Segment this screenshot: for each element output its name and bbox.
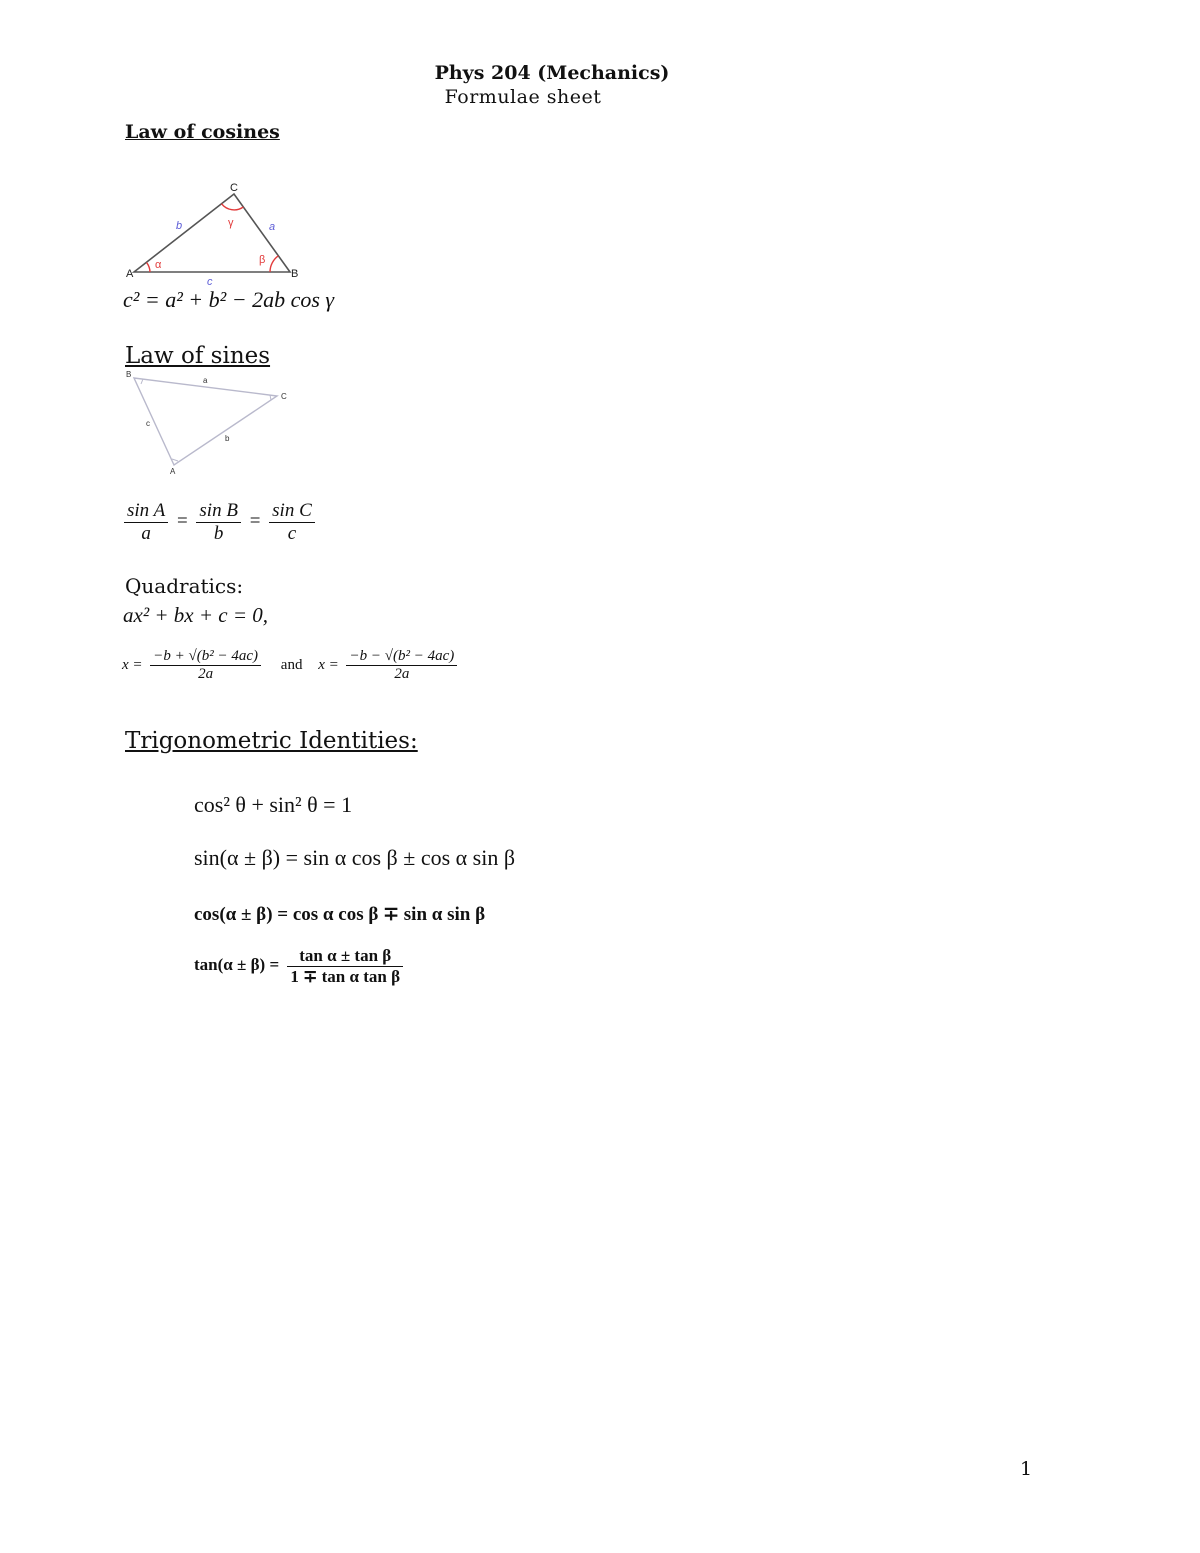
law-of-cosines-heading: Law of cosines bbox=[125, 121, 280, 143]
trig-identity-cosine-sum: cos(α ± β) = cos α cos β ∓ sin α sin β bbox=[194, 904, 486, 925]
vertex-label-c: C bbox=[230, 182, 238, 194]
angle-label-gamma: γ bbox=[228, 217, 234, 229]
sines-fraction-3: $\frac{\text{sin C}}{c}$ bbox=[269, 500, 315, 545]
side-label-c: c bbox=[207, 276, 213, 288]
quadratic-equation: ax² + bx + c = 0, bbox=[123, 603, 269, 627]
angle-beta-arc bbox=[270, 256, 278, 272]
side-label-b: b bbox=[225, 434, 230, 443]
root1-fraction: $\frac{\text{−b + √(b² − 4ac)}}{2a}$ bbox=[150, 648, 261, 684]
quadratics-label: Quadratics: bbox=[125, 574, 244, 598]
angle-label-alpha: α bbox=[155, 259, 162, 271]
vertex-label-a: A bbox=[126, 268, 134, 280]
law-of-cosines-formula: c² = a² + b² − 2ab cos γ bbox=[123, 287, 335, 312]
law-of-cosines-triangle-diagram bbox=[122, 176, 312, 288]
trig-identities-heading: Trigonometric Identities: bbox=[125, 728, 418, 754]
vertex-label-b: B bbox=[126, 370, 132, 379]
trig-identity-pythagorean: cos² θ + sin² θ = 1 bbox=[194, 792, 353, 817]
angle-mark-a bbox=[172, 459, 178, 461]
quadratic-roots bbox=[122, 648, 461, 684]
root2-lhs: x = bbox=[318, 657, 339, 674]
vertex-label-a: A bbox=[170, 467, 176, 476]
side-label-a: a bbox=[203, 376, 208, 385]
side-label-a: a bbox=[269, 221, 276, 233]
and-text: and bbox=[280, 657, 303, 674]
page-subtitle: Formulae sheet bbox=[444, 86, 602, 108]
law-of-sines-triangle-diagram bbox=[122, 368, 302, 480]
tangent-sum-fraction: $\frac{\text{tan α ± tan β}}{\text{1 ∓ tan α tan β}}$ bbox=[287, 946, 403, 986]
triangle-outline bbox=[134, 378, 277, 465]
page-number: 1 bbox=[1020, 1458, 1033, 1480]
side-label-c: c bbox=[146, 419, 150, 428]
law-of-sines-heading: Law of sines bbox=[125, 343, 271, 369]
vertex-label-c: C bbox=[281, 392, 287, 401]
side-label-b: b bbox=[176, 220, 183, 232]
vertex-label-b: B bbox=[291, 268, 299, 280]
trig-identity-tangent-sum bbox=[194, 946, 407, 986]
equals-sign: = bbox=[249, 510, 261, 532]
angle-gamma-arc bbox=[222, 204, 244, 210]
root2-fraction: $\frac{\text{−b − √(b² − 4ac)}}{2a}$ bbox=[346, 648, 457, 684]
trig-identity-sine-sum: sin(α ± β) = sin α cos β ± cos α sin β bbox=[194, 845, 516, 870]
sines-fraction-2: $\frac{\text{sin B}}{b}$ bbox=[196, 500, 241, 545]
tangent-sum-lhs: tan(α ± β) = bbox=[194, 954, 280, 974]
root1-lhs: x = bbox=[122, 657, 143, 674]
page-title: Phys 204 (Mechanics) bbox=[434, 62, 670, 84]
angle-alpha-arc bbox=[147, 263, 150, 272]
law-of-sines-formula bbox=[120, 500, 319, 545]
angle-label-beta: β bbox=[259, 254, 266, 266]
angle-mark-b bbox=[141, 379, 143, 384]
equals-sign: = bbox=[176, 510, 188, 532]
sines-fraction-1: $\frac{\text{sin A}}{a}$ bbox=[124, 500, 168, 545]
